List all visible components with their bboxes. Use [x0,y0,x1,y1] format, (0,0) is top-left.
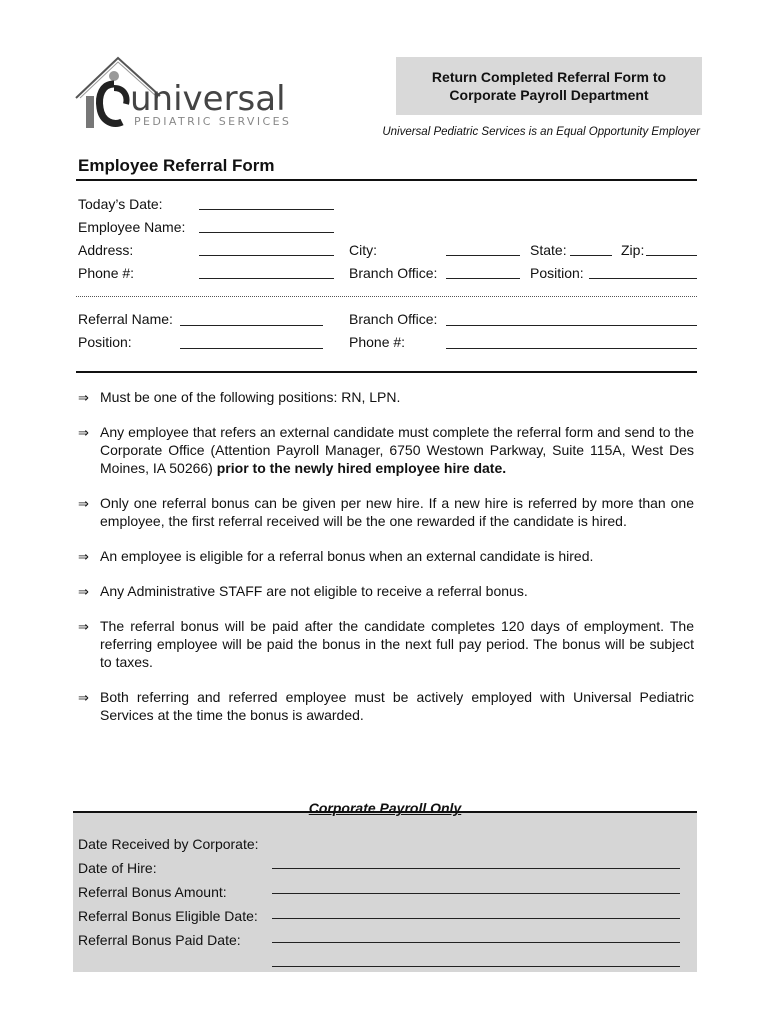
referral-position-label: Position: [78,334,132,350]
referral-name-label: Referral Name: [78,311,173,327]
company-logo [70,52,310,136]
todays-date-label: Today’s Date: [78,196,163,212]
employee-name-field[interactable] [199,232,334,233]
date-received-label: Date Received by Corporate: [78,836,259,852]
return-line-1: Return Completed Referral Form to [431,69,667,85]
state-field[interactable] [570,255,612,256]
return-instructions-box [396,57,702,115]
arrow-icon: ⇒ [78,690,89,705]
list-item: ⇒ Any Administrative STAFF are not eligible to receive a referral bonus. [78,583,528,599]
referral-position-field[interactable] [180,348,323,349]
list-item: ⇒ Both referring and referred employee must be actively employed with Universal Pediatric Services at the time the bonus is awarded. [78,689,694,723]
date-of-hire-field[interactable] [272,893,680,894]
house-logo-icon [70,52,310,136]
arrow-icon: ⇒ [78,584,89,599]
referral-phone-label: Phone #: [349,334,406,350]
city-field[interactable] [446,255,520,256]
svg-text:PEDIATRIC SERVICES: PEDIATRIC SERVICES [134,115,292,128]
title-divider [76,179,697,181]
arrow-icon: ⇒ [78,619,89,634]
arrow-icon: ⇒ [78,390,89,405]
rules-list [78,388,694,741]
zip-field[interactable] [646,255,697,256]
position-field[interactable] [589,278,697,279]
referral-branch-field[interactable] [446,325,697,326]
phone-label: Phone #: [78,265,135,281]
section-divider [76,296,697,297]
equal-opportunity-statement: Universal Pediatric Services is an Equal Opportunity Employer [382,126,700,138]
list-item: ⇒ Any employee that refers an external candidate must complete the referral form and send to the Corporate Office (Attention Payroll Manager, 6750 Westown Parkway, Suite 115A, West Des Moines, IA 50266) prior to the newly hired employee hire date. [78,424,694,476]
bonus-amount-label: Referral Bonus Amount: [78,884,227,900]
eligible-date-field[interactable] [272,942,680,943]
branch-office-label: Branch Office: [349,265,438,281]
list-item: ⇒ Must be one of the following positions: RN, LPN. [78,389,401,405]
referral-divider [76,371,697,373]
employee-name-label: Employee Name: [78,219,186,235]
position-label: Position: [530,265,584,281]
zip-label: Zip: [621,242,645,258]
list-item: ⇒ The referral bonus will be paid after the candidate completes 120 days of employment. The referring employee will be paid the bonus in the next full pay period. The bonus will be subject to taxes. [78,618,694,670]
referral-phone-field[interactable] [446,348,697,349]
return-line-2: Corporate Payroll Department [449,87,649,103]
date-of-hire-label: Date of Hire: [78,860,157,876]
payroll-title: Corporate Payroll Only [308,800,462,816]
phone-field[interactable] [199,278,334,279]
bonus-amount-field[interactable] [272,918,680,919]
svg-text:universal: universal [130,79,286,119]
eligible-date-label: Referral Bonus Eligible Date: [78,908,258,924]
address-label: Address: [78,242,134,258]
date-received-field[interactable] [272,868,680,869]
arrow-icon: ⇒ [78,425,89,440]
referral-name-field[interactable] [180,325,323,326]
paid-date-label: Referral Bonus Paid Date: [78,932,241,948]
list-item: ⇒ Only one referral bonus can be given per new hire. If a new hire is referred by more than one employee, the first referral received will be the one rewarded if the candidate is hired. [78,495,694,529]
form-title: Employee Referral Form [78,156,275,175]
branch-office-field[interactable] [446,278,520,279]
paid-date-field[interactable] [272,966,680,967]
state-label: State: [530,242,567,258]
arrow-icon: ⇒ [78,549,89,564]
arrow-icon: ⇒ [78,496,89,511]
list-item: ⇒ An employee is eligible for a referral bonus when an external candidate is hired. [78,548,594,564]
address-field[interactable] [199,255,334,256]
city-label: City: [349,242,377,258]
todays-date-field[interactable] [199,209,334,210]
referral-branch-label: Branch Office: [349,311,438,327]
